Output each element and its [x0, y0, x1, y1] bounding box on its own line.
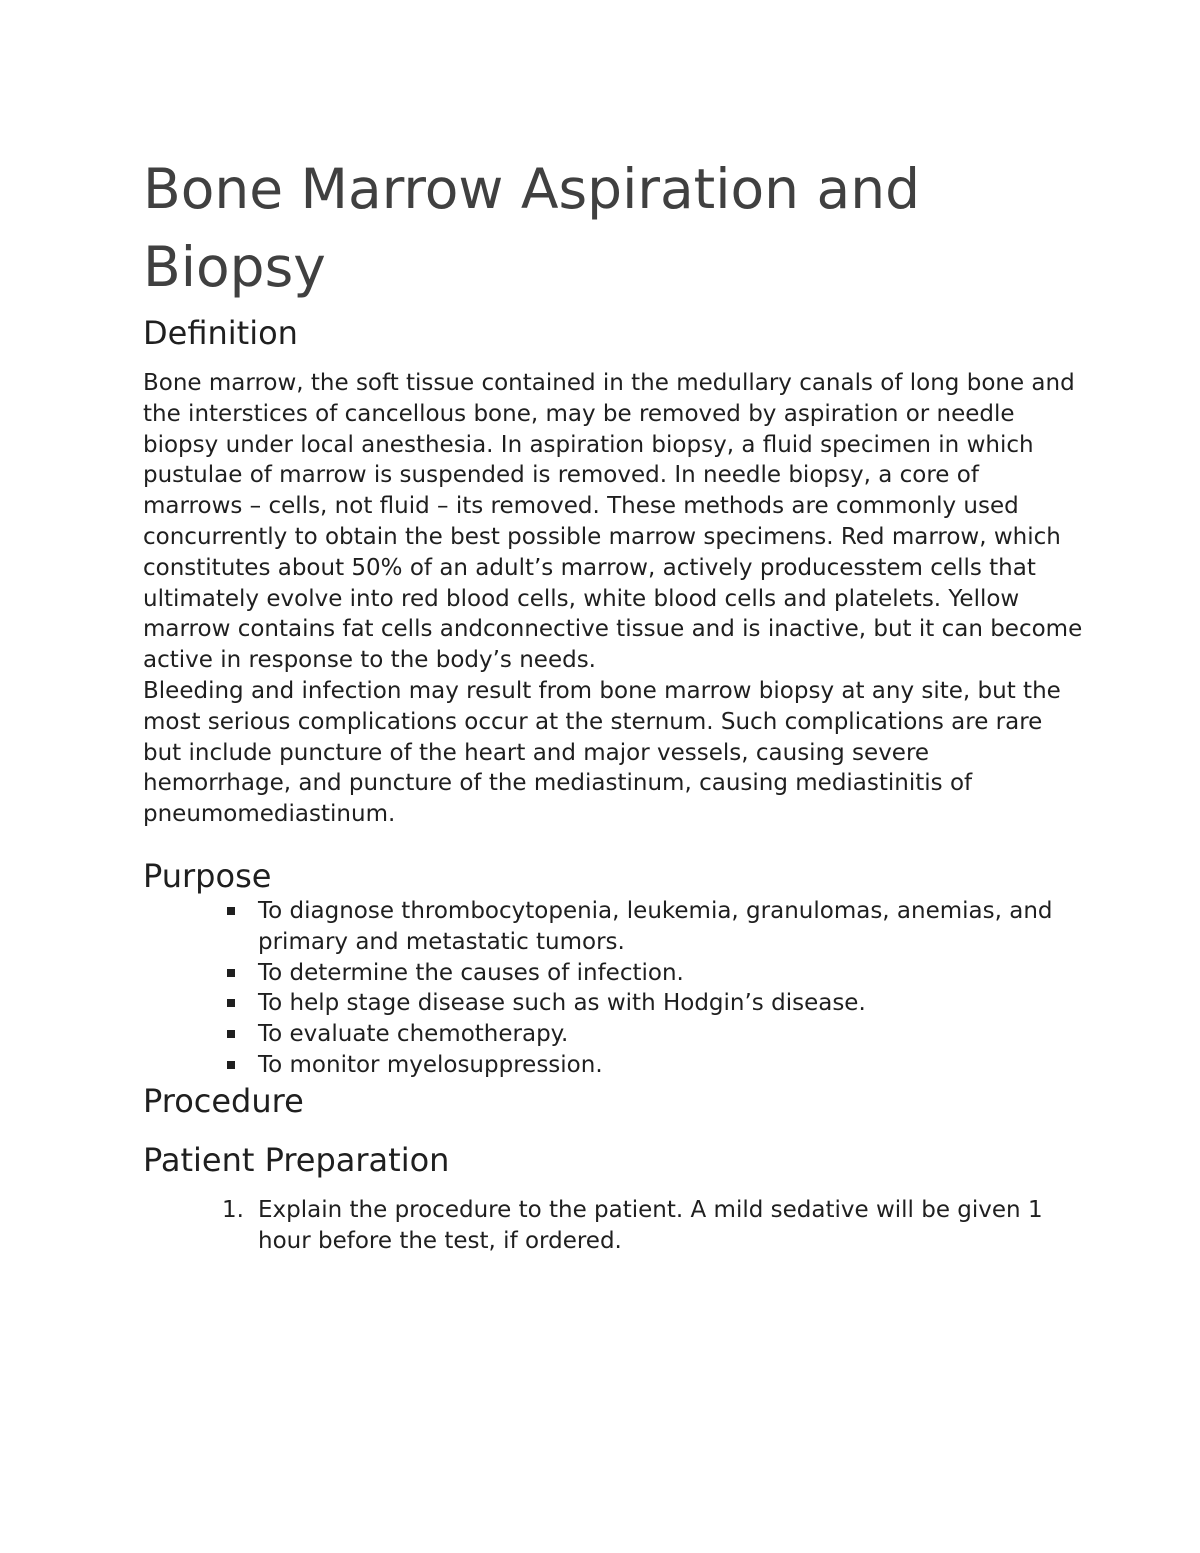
- purpose-heading: Purpose: [143, 856, 272, 895]
- definition-heading: Definition: [143, 314, 298, 352]
- procedure-heading: Procedure: [143, 1081, 304, 1120]
- square-bullet-icon: [227, 1030, 235, 1038]
- purpose-item-text: To monitor myelosuppression.: [258, 1051, 603, 1078]
- patient-preparation-list: [143, 1195, 1083, 1257]
- purpose-item-text: To diagnose thrombocytopenia, leukemia, granulomas, anemias, and primary and metastatic tumors.: [258, 897, 1053, 955]
- purpose-item-text: To help stage disease such as with Hodgin’s disease.: [258, 990, 866, 1017]
- definition-paragraph-2: Bleeding and infection may result from bone marrow biopsy at any site, but the most serious complications occur at the sternum. Such complications are rare but include puncture of the heart and major vessels, causing severe hemorrhage, and puncture of the mediastinum, causing mediastinitis of pneumomediastinum.: [143, 677, 1061, 828]
- step-text: Explain the procedure to the patient. A mild sedative will be given 1 hour before the test, if ordered.: [258, 1196, 1043, 1254]
- square-bullet-icon: [227, 1061, 235, 1069]
- purpose-item-text: To determine the causes of infection.: [258, 959, 684, 986]
- purpose-item-text: To evaluate chemotherapy.: [258, 1021, 569, 1048]
- square-bullet-icon: [227, 969, 235, 977]
- list-item: [258, 1050, 1083, 1081]
- definition-paragraph-1: Bone marrow, the soft tissue contained in the medullary canals of long bone and the interstices of cancellous bone, may be removed by aspiration or needle biopsy under local anesthesia. In aspiration biopsy, a fluid specimen in which pustulae of marrow is suspended is removed. In needle biopsy, a core of marrows – cells, not fluid – its removed. These methods are commonly used concurrently to obtain the best possible marrow specimens. Red marrow, which constitutes about 50% of an adult’s marrow, actively producesstem cells that ultimately evolve into red blood cells, white blood cells and platelets. Yellow marrow contains fat cells andconnective tissue and is inactive, but it can become active in response to the body’s needs.: [143, 370, 1083, 674]
- purpose-list: [143, 896, 1083, 1081]
- document-page: [143, 150, 1083, 1256]
- list-item: [258, 1019, 1083, 1050]
- list-item: [222, 1195, 1083, 1257]
- square-bullet-icon: [227, 999, 235, 1007]
- patient-preparation-heading: Patient Preparation: [143, 1140, 450, 1179]
- step-number: 1.: [222, 1196, 244, 1223]
- document-title: Bone Marrow Aspiration and Biopsy: [143, 157, 920, 299]
- list-item: [258, 988, 1083, 1019]
- square-bullet-icon: [227, 907, 235, 915]
- list-item: [258, 896, 1083, 958]
- list-item: [258, 958, 1083, 989]
